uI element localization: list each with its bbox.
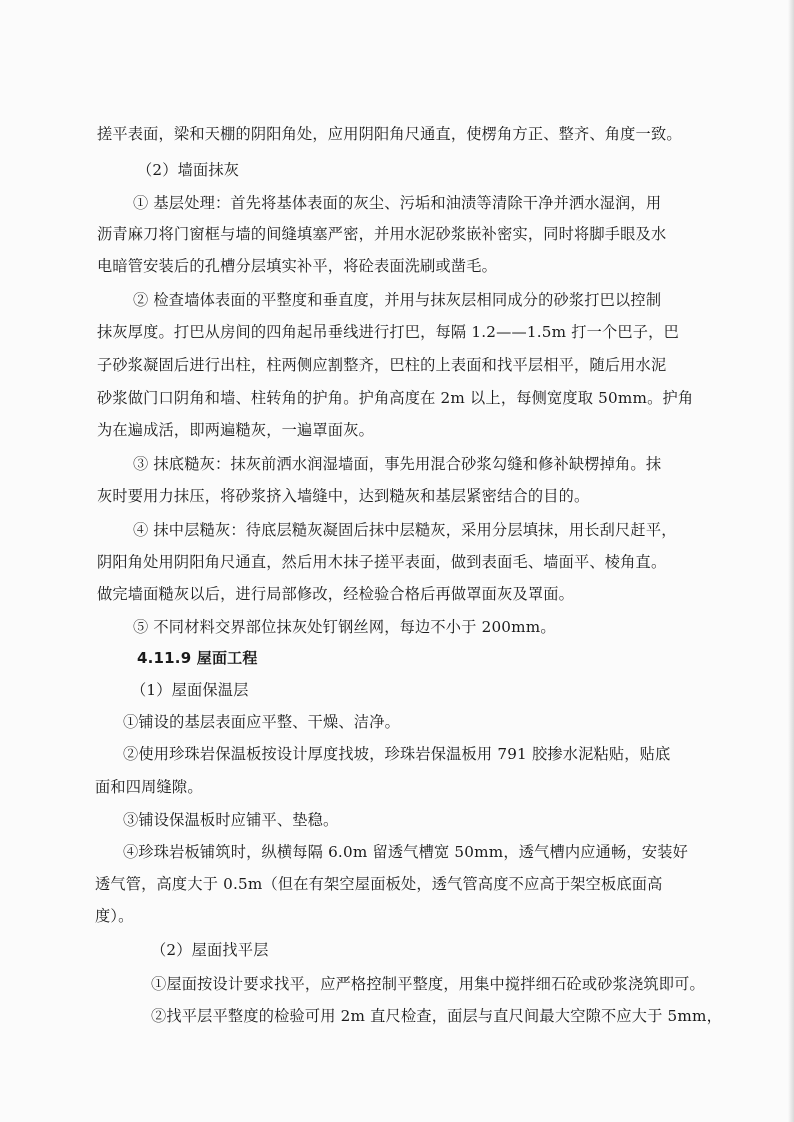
page-edge-shadow xyxy=(788,0,794,1122)
text-line: 灰时要用力抹压，将砂浆挤入墙缝中，达到糙灰和基层紧密结合的目的。 xyxy=(97,487,590,505)
text-line: 砂浆做门口阴角和墙、柱转角的护角。护角高度在 2m 以上，每侧宽度取 50mm。护角 xyxy=(97,389,694,407)
text-line: 透气管，高度大于 0.5m（但在有架空屋面板处，透气管高度不应高于架空板底面高 xyxy=(95,875,663,893)
text-line: ②找平层平整度的检验可用 2m 直尺检查，面层与直尺间最大空隙不应大于 5mm， xyxy=(151,1007,723,1025)
text-line: ①屋面按设计要求找平，应严格控制平整度，用集中搅拌细石砼或砂浆浇筑即可。 xyxy=(151,975,705,993)
text-line: 电暗管安装后的孔槽分层填实补平，将砼表面洗刷或凿毛。 xyxy=(97,257,498,275)
section-heading-wall-plastering: （2）墙面抹灰 xyxy=(137,161,240,179)
text-line: 阴阳角处用阴阳角尺通直，然后用木抹子搓平表面，做到表面毛、墙面平、棱角直。 xyxy=(97,553,667,571)
text-line: ① 基层处理：首先将基体表面的灰尘、污垢和油渍等清除干净并洒水湿润，用 xyxy=(133,194,662,212)
subsection-heading-roof-leveling: （2）屋面找平层 xyxy=(151,941,269,959)
text-line: 沥青麻刀将门窗框与墙的间缝填塞严密，并用水泥砂浆嵌补密实，同时将脚手眼及水 xyxy=(97,225,667,243)
text-line: ④ 抹中层糙灰：待底层糙灰凝固后抹中层糙灰，采用分层填抹，用长刮尺赶平， xyxy=(133,521,677,539)
text-line: 度）。 xyxy=(95,907,134,925)
text-line: 做完墙面糙灰以后，进行局部修改，经检验合格后再做罩面灰及罩面。 xyxy=(97,585,575,603)
text-line: ②使用珍珠岩保温板按设计厚度找坡，珍珠岩保温板用 791 胶掺水泥粘贴，贴底 xyxy=(123,745,671,763)
text-line: ①铺设的基层表面应平整、干燥、洁净。 xyxy=(123,713,400,731)
subsection-heading-roof-insulation: （1）屋面保温层 xyxy=(131,681,249,699)
text-line: ⑤ 不同材料交界部位抹灰处钉钢丝网，每边不小于 200mm。 xyxy=(133,618,556,636)
text-line: 面和四周缝隙。 xyxy=(95,778,203,796)
text-line: 抹灰厚度。打巴从房间的四角起吊垂线进行打巴，每隔 1.2——1.5m 打一个巴子，巴 xyxy=(97,323,679,341)
text-line: 为在遍成活，即两遍糙灰，一遍罩面灰。 xyxy=(97,421,374,439)
text-line: 搓平表面，梁和天棚的阴阳角处，应用阴阳角尺通直，使楞角方正、整齐、角度一致。 xyxy=(97,125,682,143)
text-line: ④珍珠岩板铺筑时，纵横每隔 6.0m 留透气槽宽 50mm，透气槽内应通畅，安装好 xyxy=(123,843,688,861)
text-line: ③铺设保温板时应铺平、垫稳。 xyxy=(123,811,339,829)
text-line: ③ 抹底糙灰：抹灰前洒水润湿墙面，事先用混合砂浆勾缝和修补缺楞掉角。抹 xyxy=(133,455,662,473)
text-line: 子砂浆凝固后进行出柱，柱两侧应割整齐，巴柱的上表面和找平层相平，随后用水泥 xyxy=(97,356,667,374)
text-line: ② 检查墙体表面的平整度和垂直度，并用与抹灰层相同成分的砂浆打巴以控制 xyxy=(133,291,662,309)
section-heading-roof-works: 4.11.9 屋面工程 xyxy=(137,649,258,667)
